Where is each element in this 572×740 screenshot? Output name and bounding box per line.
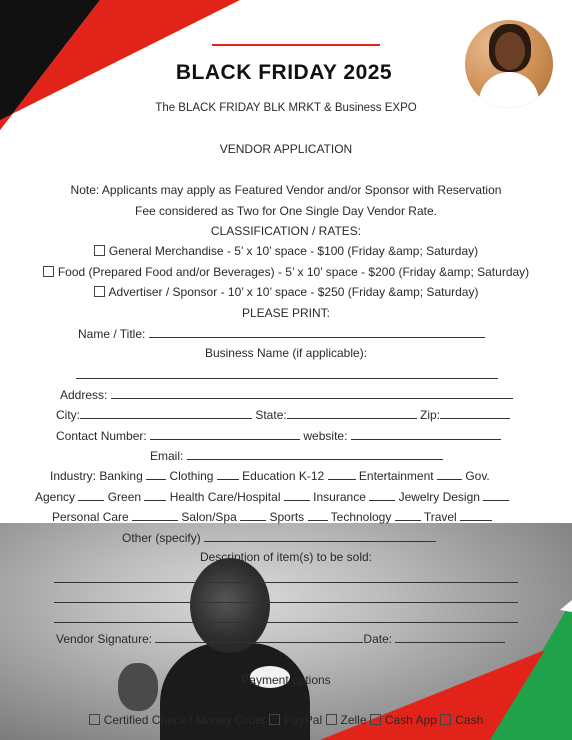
description-label: Description of item(s) to be sold:: [199, 550, 373, 564]
industry-banking-field[interactable]: [146, 468, 166, 480]
checkbox[interactable]: [269, 714, 280, 725]
contact-number-field[interactable]: [150, 428, 300, 440]
page-title: BLACK FRIDAY 2025: [175, 61, 393, 84]
vendor-signature-field[interactable]: [155, 631, 363, 643]
bottom-right-white-sliver: [560, 600, 572, 612]
industry-row-1: Industry: Banking Clothing Education K-12 Entertainment Gov.: [50, 469, 490, 483]
note-line-2: Fee considered as Two for One Single Day Vendor Rate.: [135, 204, 437, 218]
option-food[interactable]: Food (Prepared Food and/or Beverages) - 5’ x 10’ space - $200 (Friday &amp; Saturday): [0, 265, 572, 279]
payment-option-zelle[interactable]: Zelle: [326, 713, 367, 727]
payment-heading: Payment options: [241, 673, 331, 687]
description-line-1[interactable]: [54, 582, 518, 583]
page-subtitle: The BLACK FRIDAY BLK MRKT & Business EXPO: [155, 102, 417, 114]
checkbox[interactable]: [440, 714, 451, 725]
industry-entertainment-field[interactable]: [437, 468, 462, 480]
name-title-field[interactable]: [149, 326, 485, 338]
business-name-label: Business Name (if applicable):: [204, 346, 368, 360]
date-field[interactable]: [395, 631, 505, 643]
payment-option-check[interactable]: Certified Check / Money Order: [89, 713, 266, 727]
other-row: Other (specify): [122, 530, 436, 545]
checkbox[interactable]: [370, 714, 381, 725]
note-line-1: Note: Applicants may apply as Featured Vendor and/or Sponsor with Reservation: [70, 183, 502, 197]
industry-salon-field[interactable]: [240, 509, 266, 521]
form-title: VENDOR APPLICATION: [219, 142, 353, 156]
website-field[interactable]: [351, 428, 501, 440]
address-field[interactable]: [111, 387, 513, 399]
checkbox[interactable]: [94, 245, 105, 256]
description-line-3[interactable]: [54, 622, 518, 623]
zip-field[interactable]: [440, 407, 510, 419]
checkbox[interactable]: [89, 714, 100, 725]
title-accent-line: [212, 44, 380, 46]
industry-personal-care-field[interactable]: [132, 509, 178, 521]
option-advertiser-sponsor[interactable]: Advertiser / Sponsor - 10’ x 10’ space - $250 (Friday &amp; Saturday): [0, 285, 572, 299]
industry-education-field[interactable]: [328, 468, 356, 480]
industry-row-2: Agency Green Health Care/Hospital Insurance Jewelry Design: [35, 489, 509, 504]
payment-option-paypal[interactable]: PayPal: [269, 713, 322, 727]
email-row: Email:: [150, 448, 443, 463]
other-specify-field[interactable]: [204, 530, 436, 542]
industry-jewelry-field[interactable]: [483, 489, 509, 501]
signature-row: Vendor Signature: Date:: [56, 631, 505, 646]
please-print-label: PLEASE PRINT:: [241, 306, 331, 320]
name-title-row: Name / Title:: [78, 326, 485, 341]
city-field[interactable]: [80, 407, 252, 419]
checkbox[interactable]: [326, 714, 337, 725]
contact-website-row: Contact Number: website:: [56, 428, 501, 443]
industry-travel-field[interactable]: [460, 509, 492, 521]
option-general-merchandise[interactable]: General Merchandise - 5’ x 10’ space - $100 (Friday &amp; Saturday): [0, 244, 572, 258]
industry-gov-agency-field[interactable]: [78, 489, 104, 501]
payment-option-cash[interactable]: Cash: [440, 713, 483, 727]
checkbox[interactable]: [43, 266, 54, 277]
industry-sports-field[interactable]: [308, 509, 328, 521]
checkbox[interactable]: [94, 286, 105, 297]
industry-row-3: Personal Care Salon/Spa Sports Technology Travel: [52, 509, 492, 524]
address-row: Address:: [60, 387, 513, 402]
description-line-2[interactable]: [54, 602, 518, 603]
payment-options-row: [0, 713, 572, 727]
email-field[interactable]: [187, 448, 443, 460]
classification-heading: CLASSIFICATION / RATES:: [210, 224, 362, 238]
industry-green-field[interactable]: [144, 489, 166, 501]
business-name-field[interactable]: [76, 378, 498, 379]
state-field[interactable]: [287, 407, 417, 419]
industry-health-care-field[interactable]: [284, 489, 310, 501]
city-state-zip-row: City: State: Zip:: [56, 407, 510, 422]
payment-option-cashapp[interactable]: Cash App: [370, 713, 437, 727]
industry-insurance-field[interactable]: [369, 489, 395, 501]
industry-clothing-field[interactable]: [217, 468, 239, 480]
industry-technology-field[interactable]: [395, 509, 421, 521]
